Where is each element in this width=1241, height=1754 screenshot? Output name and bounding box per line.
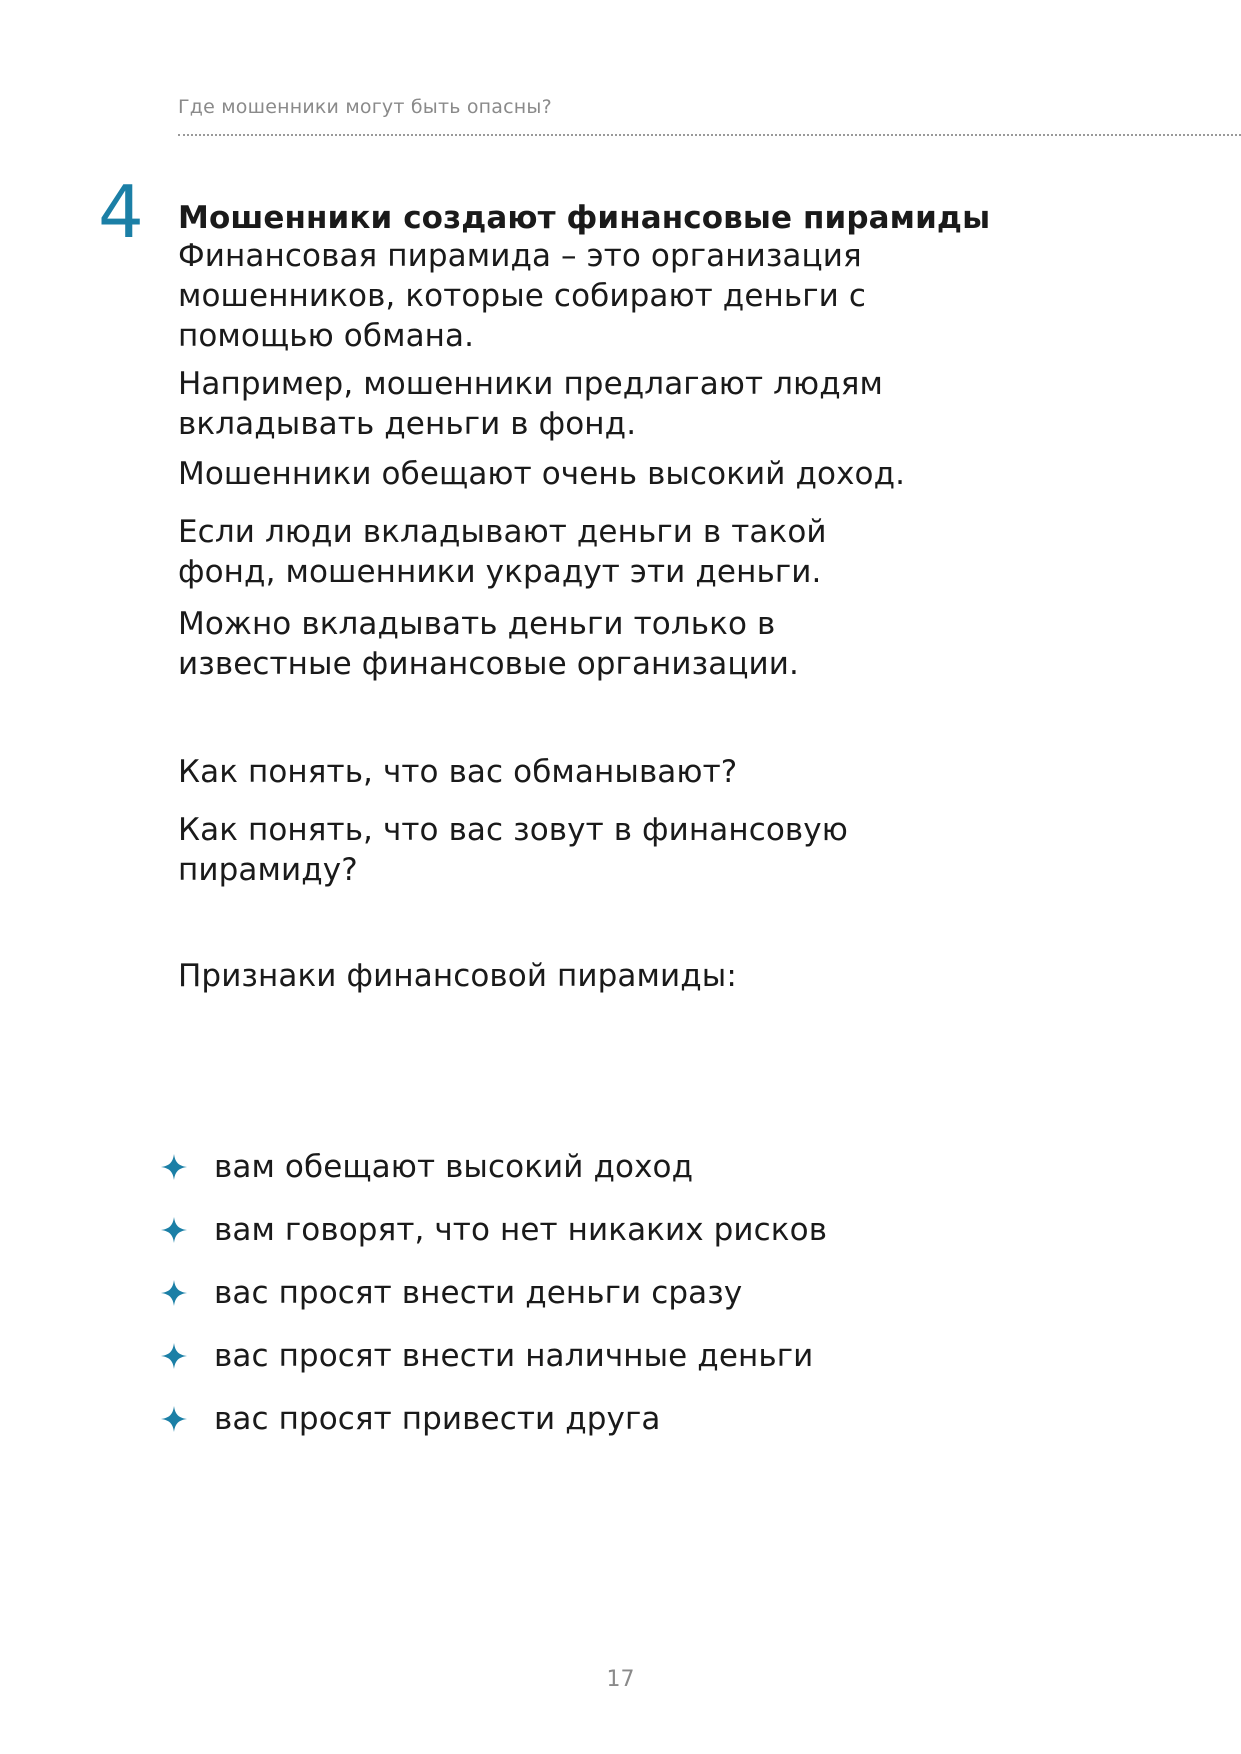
four-point-star-icon [160, 1216, 188, 1244]
list-item-text: вам говорят, что нет никаких рисков [214, 1211, 828, 1248]
paragraph-theft: Если люди вкладывают деньги в такой фонд, мошенники украдут эти деньги. [178, 514, 827, 590]
paragraph-promise: Мошенники обещают очень высокий доход. [178, 456, 906, 492]
question-deceived: Как понять, что вас обманывают? [178, 754, 738, 790]
list-item-text: вас просят привести друга [214, 1400, 661, 1437]
header-divider [178, 134, 1241, 136]
list-item [160, 1387, 827, 1450]
four-point-star-icon [160, 1405, 188, 1433]
list-item [160, 1135, 827, 1198]
section-title: Мошенники создают финансовые пирамиды [178, 200, 991, 236]
four-point-star-icon [160, 1342, 188, 1370]
list-item [160, 1324, 827, 1387]
list-item-text: вам обещают высокий доход [214, 1148, 694, 1185]
page-number: 17 [606, 1667, 635, 1692]
paragraph-example: Например, мошенники предлагают людям вкладывать деньги в фонд. [178, 366, 883, 442]
section-number: 4 [98, 170, 144, 254]
four-point-star-icon [160, 1153, 188, 1181]
question-pyramid: Как понять, что вас зовут в финансовую пирамиду? [178, 812, 848, 888]
four-point-star-icon [160, 1279, 188, 1307]
list-item-text: вас просят внести деньги сразу [214, 1274, 743, 1311]
list-item-text: вас просят внести наличные деньги [214, 1337, 814, 1374]
paragraph-advice: Можно вкладывать деньги только в известные финансовые организации. [178, 606, 799, 682]
list-item [160, 1198, 827, 1261]
paragraph-definition: Финансовая пирамида – это организация мошенников, которые собирают деньги с помощью обмана. [178, 238, 866, 354]
running-header: Где мошенники могут быть опасны? [178, 96, 552, 118]
signs-list [160, 1135, 827, 1450]
signs-heading: Признаки финансовой пирамиды: [178, 958, 737, 994]
list-item [160, 1261, 827, 1324]
